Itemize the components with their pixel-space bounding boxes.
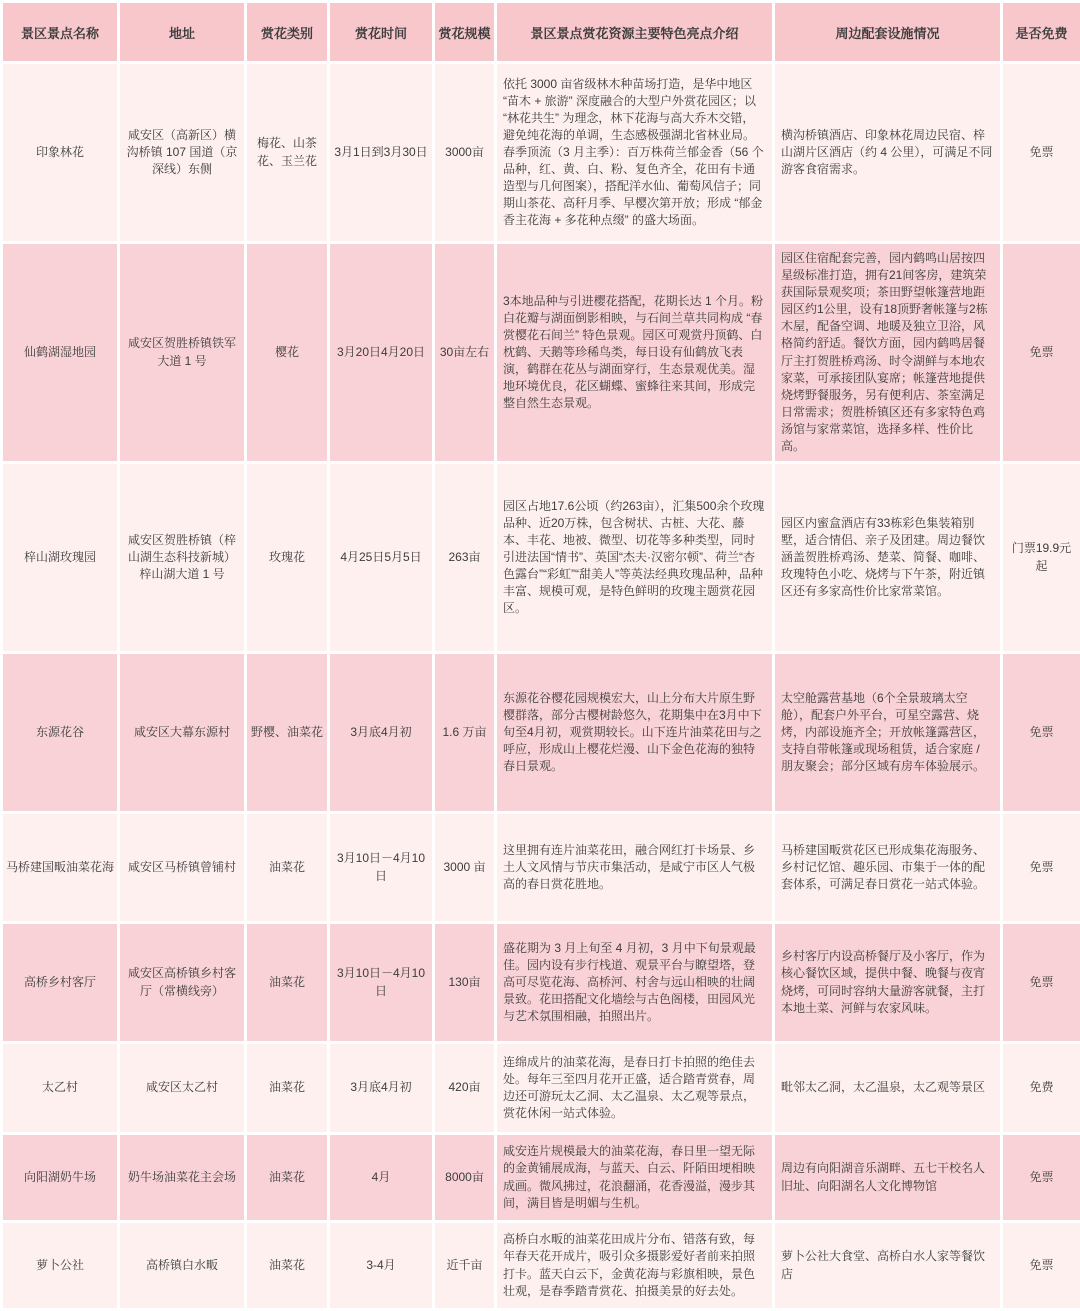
column-header: 地址 <box>119 2 246 63</box>
cell-free-status: 免票 <box>1002 1222 1080 1310</box>
table-header <box>2 2 1080 63</box>
column-header: 赏花类别 <box>246 2 329 63</box>
cell-scale: 3000亩 <box>434 63 496 243</box>
cell-features: 盛花期为 3 月上旬至 4 月初，3 月中下旬景观最佳。园内设有步行栈道、观景平台与瞭望塔，登高可尽览花海、高桥河、村舍与远山相映的壮阔景致。花田搭配文化墙绘与古色阁楼，田园风光与艺术氛围相融，拍照出片。 <box>496 923 774 1043</box>
cell-facilities: 乡村客厅内设高桥餐厅及小客厅，作为核心餐饮区域，提供中餐、晚餐与夜宵烧烤，可同时容纳大量游客就餐，主打本地土菜、河鲜与农家风味。 <box>774 923 1002 1043</box>
column-header: 赏花规模 <box>434 2 496 63</box>
cell-features: 咸安连片规模最大的油菜花海，春日里一望无际的金黄铺展成海，与蓝天、白云、阡陌田埂相映成画。微风拂过，花浪翻涌，花香漫溢，漫步其间，满目皆是明媚与生机。 <box>496 1134 774 1222</box>
cell-flower-category: 油菜花 <box>246 923 329 1043</box>
cell-free-status: 免费 <box>1002 1043 1080 1134</box>
cell-flower-category: 梅花、山茶花、玉兰花 <box>246 63 329 243</box>
cell-facilities: 萝卜公社大食堂、高桥白水人家等餐饮店 <box>774 1222 1002 1310</box>
cell-viewing-time: 4月 <box>329 1134 434 1222</box>
table-row <box>2 463 1080 653</box>
cell-features: 高桥白水畈的油菜花田成片分布、错落有致，每年春天花开成片，吸引众多摄影爱好者前来拍照打卡。蓝天白云下，金黄花海与彩旗相映，景色壮观，是春季踏青赏花、拍摄美景的好去处。 <box>496 1222 774 1310</box>
cell-address: 咸安区马桥镇曾铺村 <box>119 813 246 923</box>
cell-spot-name: 印象林花 <box>2 63 119 243</box>
table-row <box>2 243 1080 463</box>
cell-spot-name: 梓山湖玫瑰园 <box>2 463 119 653</box>
cell-viewing-time: 3月底4月初 <box>329 1043 434 1134</box>
cell-address: 咸安区大幕东源村 <box>119 653 246 813</box>
cell-facilities: 马桥建国畈赏花区已形成集花海服务、乡村记忆馆、趣乐园、市集于一体的配套体系，可满足春日赏花一站式体验。 <box>774 813 1002 923</box>
column-header: 赏花时间 <box>329 2 434 63</box>
cell-spot-name: 东源花谷 <box>2 653 119 813</box>
cell-facilities: 园区内蜜盒酒店有33栋彩色集装箱别墅，适合情侣、亲子及团建。周边餐饮涵盖贺胜桥鸡汤、楚菜、简餐、咖啡、玫瑰特色小吃、烧烤与下午茶，附近镇区还有多家高性价比家常菜馆。 <box>774 463 1002 653</box>
cell-address: 咸安区贺胜桥镇铁军大道 1 号 <box>119 243 246 463</box>
cell-spot-name: 高桥乡村客厅 <box>2 923 119 1043</box>
cell-address: 高桥镇白水畈 <box>119 1222 246 1310</box>
cell-spot-name: 太乙村 <box>2 1043 119 1134</box>
cell-scale: 近千亩 <box>434 1222 496 1310</box>
cell-flower-category: 玫瑰花 <box>246 463 329 653</box>
column-header: 是否免费 <box>1002 2 1080 63</box>
cell-spot-name: 马桥建国畈油菜花海 <box>2 813 119 923</box>
cell-viewing-time: 4月25日5月5日 <box>329 463 434 653</box>
cell-address: 咸安区贺胜桥镇（梓山湖生态科技新城）梓山湖大道 1 号 <box>119 463 246 653</box>
cell-viewing-time: 3月10日－4月10日 <box>329 923 434 1043</box>
column-header: 周边配套设施情况 <box>774 2 1002 63</box>
cell-viewing-time: 3月10日－4月10日 <box>329 813 434 923</box>
cell-scale: 1.6 万亩 <box>434 653 496 813</box>
cell-free-status: 免票 <box>1002 1134 1080 1222</box>
cell-address: 咸安区（高新区）横沟桥镇 107 国道（京深线）东侧 <box>119 63 246 243</box>
cell-address: 咸安区太乙村 <box>119 1043 246 1134</box>
cell-viewing-time: 3月1日到3月30日 <box>329 63 434 243</box>
cell-scale: 263亩 <box>434 463 496 653</box>
cell-free-status: 免票 <box>1002 813 1080 923</box>
table-row <box>2 653 1080 813</box>
cell-scale: 8000亩 <box>434 1134 496 1222</box>
cell-scale: 420亩 <box>434 1043 496 1134</box>
cell-free-status: 免票 <box>1002 653 1080 813</box>
cell-spot-name: 萝卜公社 <box>2 1222 119 1310</box>
cell-features: 连绵成片的油菜花海，是春日打卡拍照的绝佳去处。每年三至四月花开正盛，适合踏青赏春，周边还可游玩太乙洞、太乙温泉、太乙观等景点，赏花休闲一站式体验。 <box>496 1043 774 1134</box>
cell-scale: 30亩左右 <box>434 243 496 463</box>
cell-scale: 130亩 <box>434 923 496 1043</box>
cell-facilities: 园区住宿配套完善，园内鹤鸣山居按四星级标准打造，拥有21间客房，建筑荣获国际景观奖项；茶田野望帐篷营地距园区约1公里，设有18顶野奢帐篷与2栋木屋，配备空调、地暖及独立卫浴，风格简约舒适。餐饮方面，园内鹤鸣居餐厅主打贺胜桥鸡汤、时令湖鲜与本地农家菜，可承接团队宴席；帐篷营地提供烧烤野餐服务，另有便利店、茶室满足日常需求；贺胜桥镇区还有多家特色鸡汤馆与家常菜馆，选择多样、性价比高。 <box>774 243 1002 463</box>
cell-flower-category: 油菜花 <box>246 1134 329 1222</box>
cell-features: 园区占地17.6公顷（约263亩），汇集500余个玫瑰品种、近20万株，包含树状、古桩、大花、藤本、丰花、地被、微型、切花等多种类型，同时引进法国“情书”、英国“杰夫·汉密尔顿”、荷兰“杏色露台”“彩虹”“甜美人”等英法经典玫瑰品种，品种丰富、规模可观，是特色鲜明的玫瑰主题赏花园区。 <box>496 463 774 653</box>
cell-spot-name: 仙鹤湖湿地园 <box>2 243 119 463</box>
cell-flower-category: 油菜花 <box>246 813 329 923</box>
cell-facilities: 周边有向阳湖音乐湖畔、五七干校名人旧址、向阳湖名人文化博物馆 <box>774 1134 1002 1222</box>
cell-flower-category: 野樱、油菜花 <box>246 653 329 813</box>
cell-flower-category: 油菜花 <box>246 1043 329 1134</box>
cell-free-status: 门票19.9元起 <box>1002 463 1080 653</box>
column-header: 景区景点赏花资源主要特色亮点介绍 <box>496 2 774 63</box>
cell-features: 依托 3000 亩省级林木种苗场打造，是华中地区 “苗木 + 旅游” 深度融合的大型户外赏花园区；以 “林花共生” 为理念，林下花海与高大乔木交错，避免纯花海的单调，生态感极强湖北省林业局。春季顶流（3 月主季）：百万株荷兰郁金香（56 个品种，红、黄、白、粉、复色齐全，花田有卡通造型与几何图案），搭配洋水仙、葡萄风信子；同期山茶花、高秆月季、早樱次第开放；形成 “郁金香主花海 + 多花种点缀” 的盛大场面。 <box>496 63 774 243</box>
column-header: 景区景点名称 <box>2 2 119 63</box>
cell-facilities: 毗邻太乙洞，太乙温泉，太乙观等景区 <box>774 1043 1002 1134</box>
cell-facilities: 太空舱露营基地（6个全景玻璃太空舱），配套户外平台，可星空露营、烧烤，内部设施齐全；开放帐篷露营区，支持自带帐篷或现场租赁，适合家庭 / 朋友聚会；部分区域有房车体验展示。 <box>774 653 1002 813</box>
cell-viewing-time: 3-4月 <box>329 1222 434 1310</box>
table-row <box>2 813 1080 923</box>
cell-flower-category: 樱花 <box>246 243 329 463</box>
cell-spot-name: 向阳湖奶牛场 <box>2 1134 119 1222</box>
cell-free-status: 免票 <box>1002 63 1080 243</box>
cell-features: 东源花谷樱花园规模宏大，山上分布大片原生野樱群落，部分古樱树龄悠久，花期集中在3月中下旬至4月初，观赏期较长。山下连片油菜花田与之呼应，形成山上樱花烂漫、山下金色花海的独特春日景观。 <box>496 653 774 813</box>
cell-facilities: 横沟桥镇酒店、印象林花周边民宿、梓山湖片区酒店（约 4 公里），可满足不同游客食宿需求。 <box>774 63 1002 243</box>
cell-free-status: 免票 <box>1002 243 1080 463</box>
table-row <box>2 1043 1080 1134</box>
cell-features: 3本地品种与引进樱花搭配，花期长达 1 个月。粉白花瓣与湖面倒影相映，与石间兰草共同构成 “春赏樱花石间兰” 特色景观。园区可观赏丹顶鹤、白枕鹤、天鹅等珍稀鸟类，每日设有仙鹤放飞表演，鹤群在花丛与湖面穿行，生态景观优美。湿地环境优良，花区蝴蝶、蜜蜂往来其间，形成完整自然生态景观。 <box>496 243 774 463</box>
table-row <box>2 923 1080 1043</box>
cell-viewing-time: 3月20日4月20日 <box>329 243 434 463</box>
table-body <box>2 63 1080 1310</box>
table-row <box>2 1222 1080 1310</box>
table-row <box>2 63 1080 243</box>
cell-viewing-time: 3月底4月初 <box>329 653 434 813</box>
cell-flower-category: 油菜花 <box>246 1222 329 1310</box>
cell-scale: 3000 亩 <box>434 813 496 923</box>
cell-address: 咸安区高桥镇乡村客厅（常横线旁） <box>119 923 246 1043</box>
table-row <box>2 1134 1080 1222</box>
cell-free-status: 免票 <box>1002 923 1080 1043</box>
cell-address: 奶牛场油菜花主会场 <box>119 1134 246 1222</box>
header-row <box>2 2 1080 63</box>
cell-features: 这里拥有连片油菜花田，融合网红打卡场景、乡土人文风情与节庆市集活动，是咸宁市区人气极高的春日赏花胜地。 <box>496 813 774 923</box>
